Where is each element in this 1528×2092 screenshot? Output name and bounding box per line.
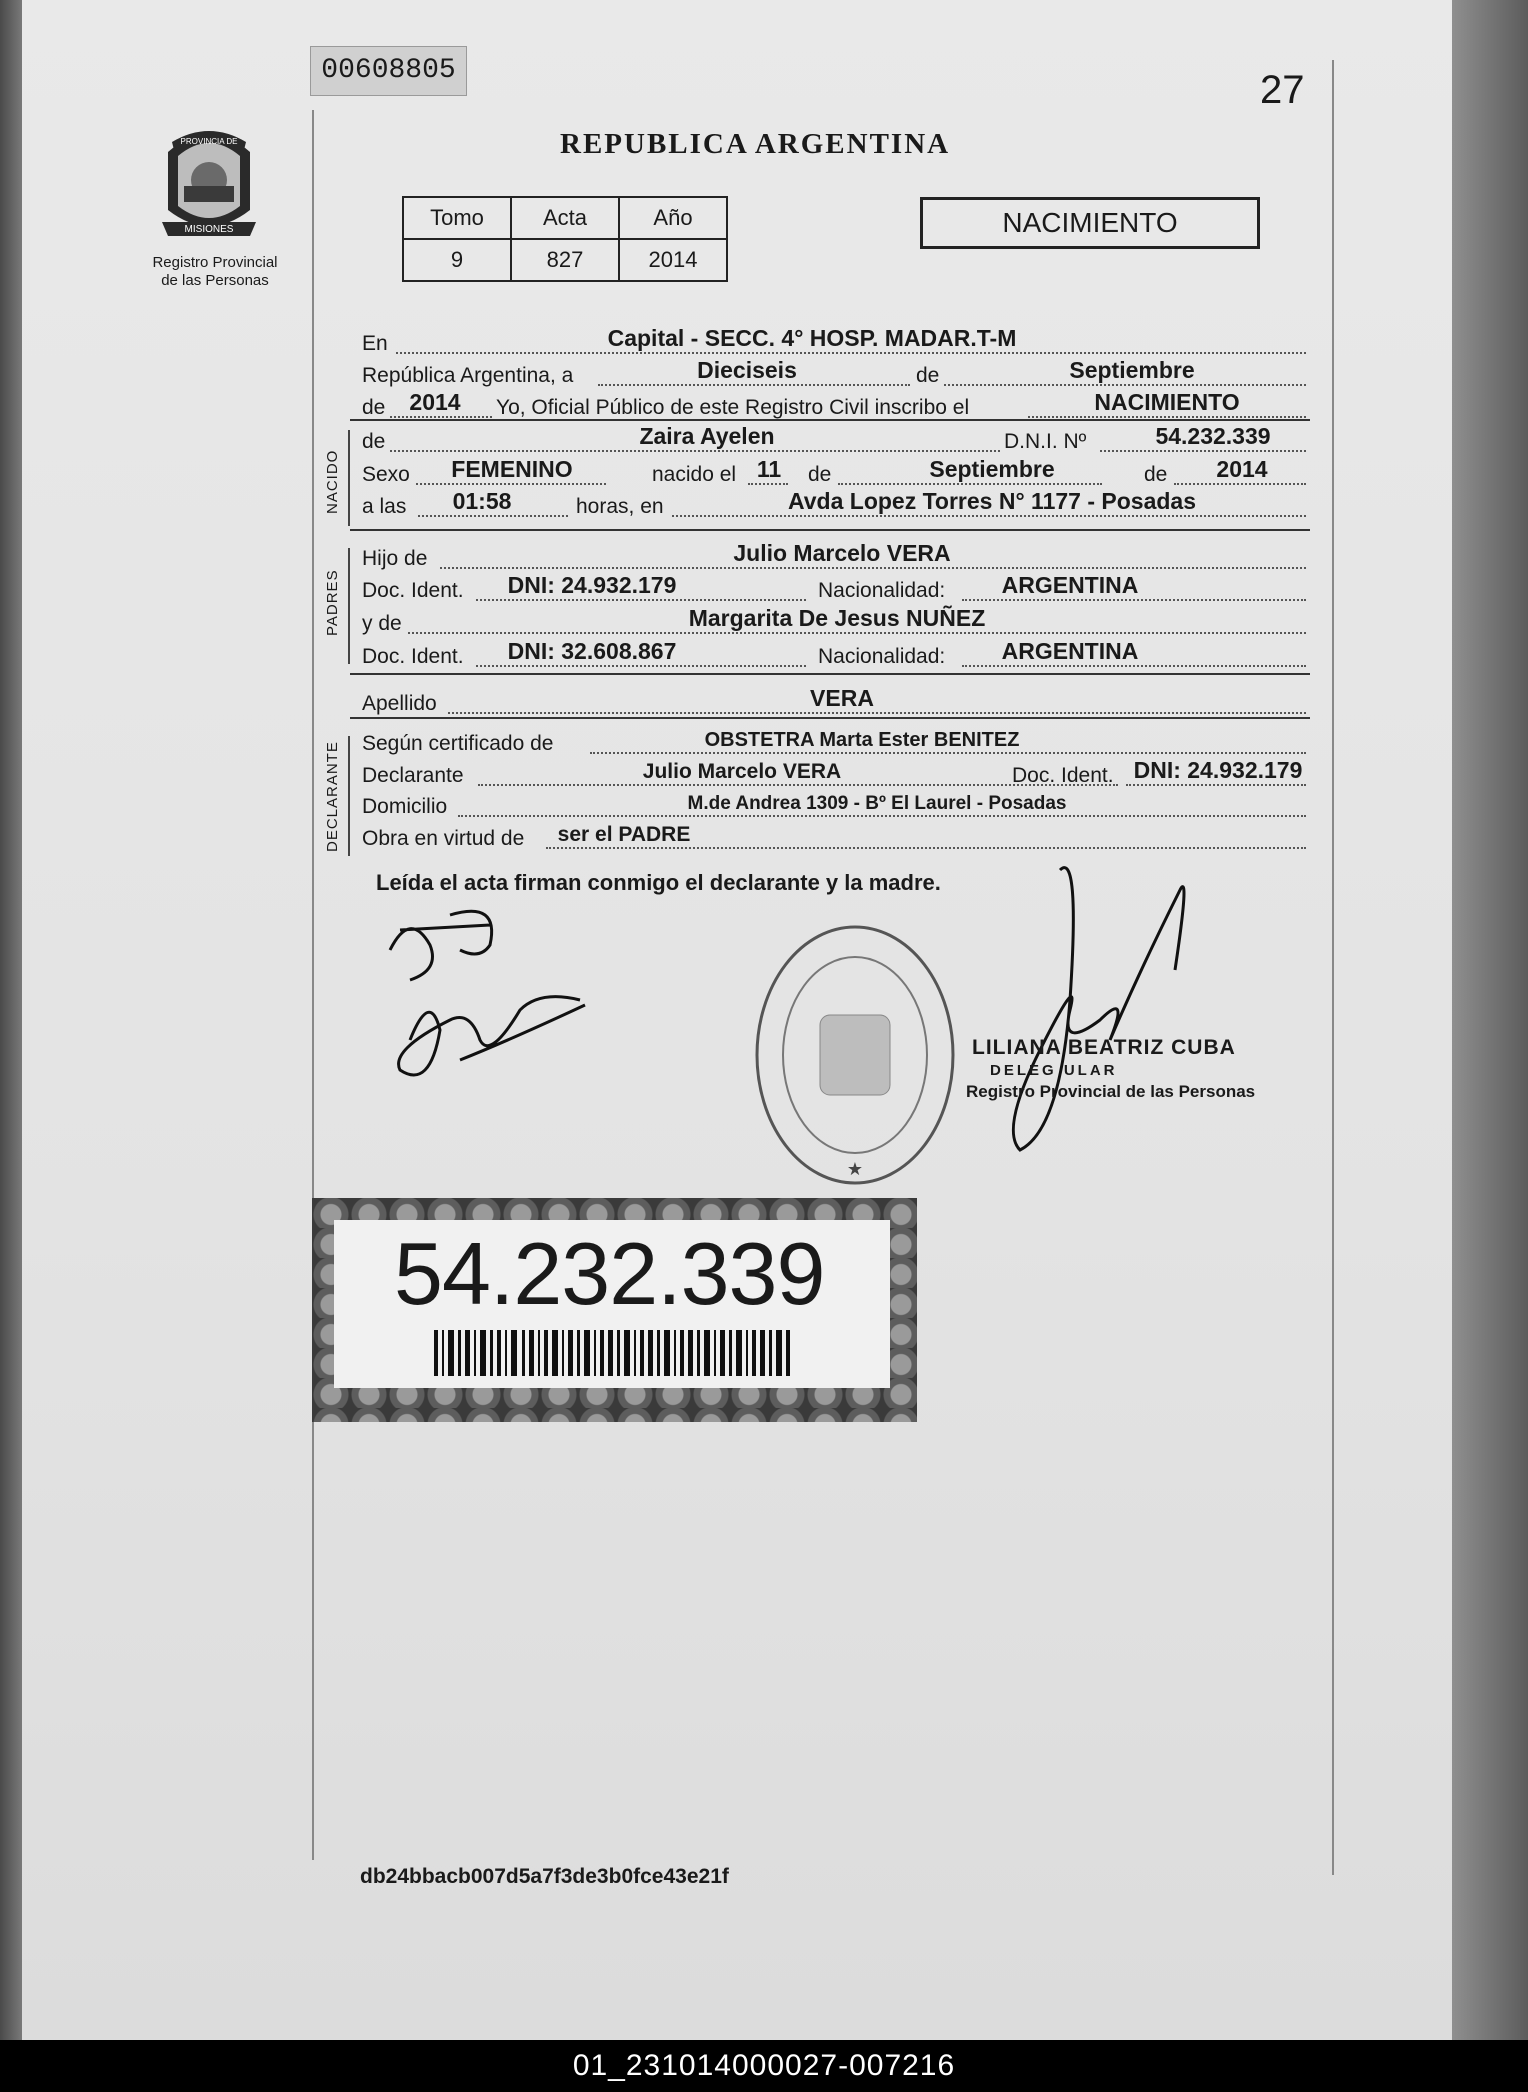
tomo-value: 9 xyxy=(403,239,511,281)
mother-nationality-value: ARGENTINA xyxy=(1001,638,1139,664)
surname-value: VERA xyxy=(810,685,874,711)
dni-label-box xyxy=(312,1198,917,1422)
document-page xyxy=(22,0,1452,2040)
official-signature xyxy=(1000,850,1200,1170)
left-margin-line xyxy=(312,110,314,1860)
svg-text:★: ★ xyxy=(846,1159,864,1179)
anio-header: Año xyxy=(619,197,727,239)
official-organization: Registro Provincial de las Personas xyxy=(966,1082,1256,1101)
official-stamp xyxy=(750,915,960,1195)
row-father-doc: Doc. Ident. DNI: 24.932.179 Nacionalidad: ARGENTINA xyxy=(362,577,1306,605)
closing-statement: Leída el acta firman conmigo el declarante y la madre. xyxy=(376,870,941,895)
official-role: DELEG ULAR xyxy=(990,1062,1118,1079)
misiones-seal-logo xyxy=(158,122,260,250)
mother-doc-value: DNI: 32.608.867 xyxy=(507,638,677,664)
row-oficial: de 2014 Yo, Oficial Público de este Registro Civil inscribo el NACIMIENTO xyxy=(362,394,1306,422)
birth-month-value: Septiembre xyxy=(929,456,1055,482)
mother-name-value: Margarita De Jesus NUÑEZ xyxy=(688,605,986,631)
row-nacido-name: de Zaira Ayelen D.N.I. Nº 54.232.339 xyxy=(362,428,1306,456)
row-hijo-de: Hijo de Julio Marcelo VERA xyxy=(362,545,1306,573)
sex-value: FEMENINO xyxy=(451,456,573,482)
row-nacido-hora: a las 01:58 horas, en Avda Lopez Torres N° 1177 - Posadas xyxy=(362,493,1306,521)
row-certificado: Según certificado de OBSTETRA Marta Ester BENITEZ xyxy=(362,730,1306,758)
father-name-value: Julio Marcelo VERA xyxy=(733,540,951,566)
barcode-icon xyxy=(434,1330,794,1376)
declarant-doc-value: DNI: 24.932.179 xyxy=(1133,757,1303,783)
document-title: REPUBLICA ARGENTINA xyxy=(560,128,951,160)
acta-value: 827 xyxy=(511,239,619,281)
child-dni-value: 54.232.339 xyxy=(1155,423,1271,449)
row-republica: República Argentina, a Dieciseis de Septiembre xyxy=(362,362,1306,390)
row-obra: Obra en virtud de ser el PADRE xyxy=(362,825,1306,853)
right-margin-line xyxy=(1332,60,1334,1875)
address-value: M.de Andrea 1309 - Bº El Laurel - Posadas xyxy=(687,793,1067,814)
row-nacido-sexo: Sexo FEMENINO nacido el 11 de Septiembre de 2014 xyxy=(362,461,1306,489)
birth-day-value: 11 xyxy=(756,456,782,482)
serial-number-sticker: 00608805 xyxy=(310,46,467,96)
certificate-value: OBSTETRA Marta Ester BENITEZ xyxy=(704,729,1020,751)
tomo-header: Tomo xyxy=(403,197,511,239)
registry-label: Registro Provincial de las Personas xyxy=(152,254,278,289)
dni-number: 54.232.339 xyxy=(394,1224,825,1323)
day-text-value: Dieciseis xyxy=(697,357,797,383)
row-domicilio: Domicilio M.de Andrea 1309 - Bº El Laurel - Posadas xyxy=(362,793,1306,821)
acta-header: Acta xyxy=(511,197,619,239)
month-value: Septiembre xyxy=(1069,357,1195,383)
place-value: Capital - SECC. 4° HOSP. MADAR.T-M xyxy=(607,325,1017,351)
page-number: 27 xyxy=(1260,68,1305,112)
anio-value: 2014 xyxy=(619,239,727,281)
child-name-value: Zaira Ayelen xyxy=(639,423,775,449)
seal-bottom-text: MISIONES xyxy=(184,224,234,235)
official-name: LILIANA BEATRIZ CUBA xyxy=(972,1036,1236,1059)
year-value: 2014 xyxy=(409,389,461,415)
scan-background-right xyxy=(1452,0,1528,2040)
father-doc-value: DNI: 24.932.179 xyxy=(507,572,677,598)
row-mother-doc: Doc. Ident. DNI: 32.608.867 Nacionalidad: ARGENTINA xyxy=(362,643,1306,671)
document-hash: db24bbacb007d5a7f3de3b0fce43e21f xyxy=(360,1865,729,1888)
padres-section-label: PADRES xyxy=(324,569,341,636)
record-table-value-row xyxy=(403,239,727,281)
record-type-box: NACIMIENTO xyxy=(920,197,1260,249)
row-declarante: Declarante Julio Marcelo VERA Doc. Ident. DNI: 24.932.179 xyxy=(362,762,1306,790)
birth-place-value: Avda Lopez Torres N° 1177 - Posadas xyxy=(787,488,1196,514)
scan-file-id: 01_231014000027-007216 xyxy=(0,2040,1528,2092)
declarante-section-label: DECLARANTE xyxy=(324,741,341,852)
father-nationality-value: ARGENTINA xyxy=(1001,572,1139,598)
row-apellido: Apellido VERA xyxy=(362,690,1306,718)
nacido-section-label: NACIDO xyxy=(324,449,341,514)
relation-value: ser el PADRE xyxy=(557,823,691,846)
declarant-signature xyxy=(370,890,600,1100)
record-table xyxy=(402,196,728,282)
row-en: En Capital - SECC. 4° HOSP. MADAR.T-M xyxy=(362,330,1306,358)
birth-year-value: 2014 xyxy=(1216,456,1268,482)
record-table-header-row xyxy=(403,197,727,239)
declarant-name-value: Julio Marcelo VERA xyxy=(642,760,842,783)
row-y-de: y de Margarita De Jesus NUÑEZ xyxy=(362,610,1306,638)
seal-top-text: PROVINCIA DE xyxy=(180,137,238,146)
birth-time-value: 01:58 xyxy=(452,488,512,514)
act-value: NACIMIENTO xyxy=(1094,389,1240,415)
